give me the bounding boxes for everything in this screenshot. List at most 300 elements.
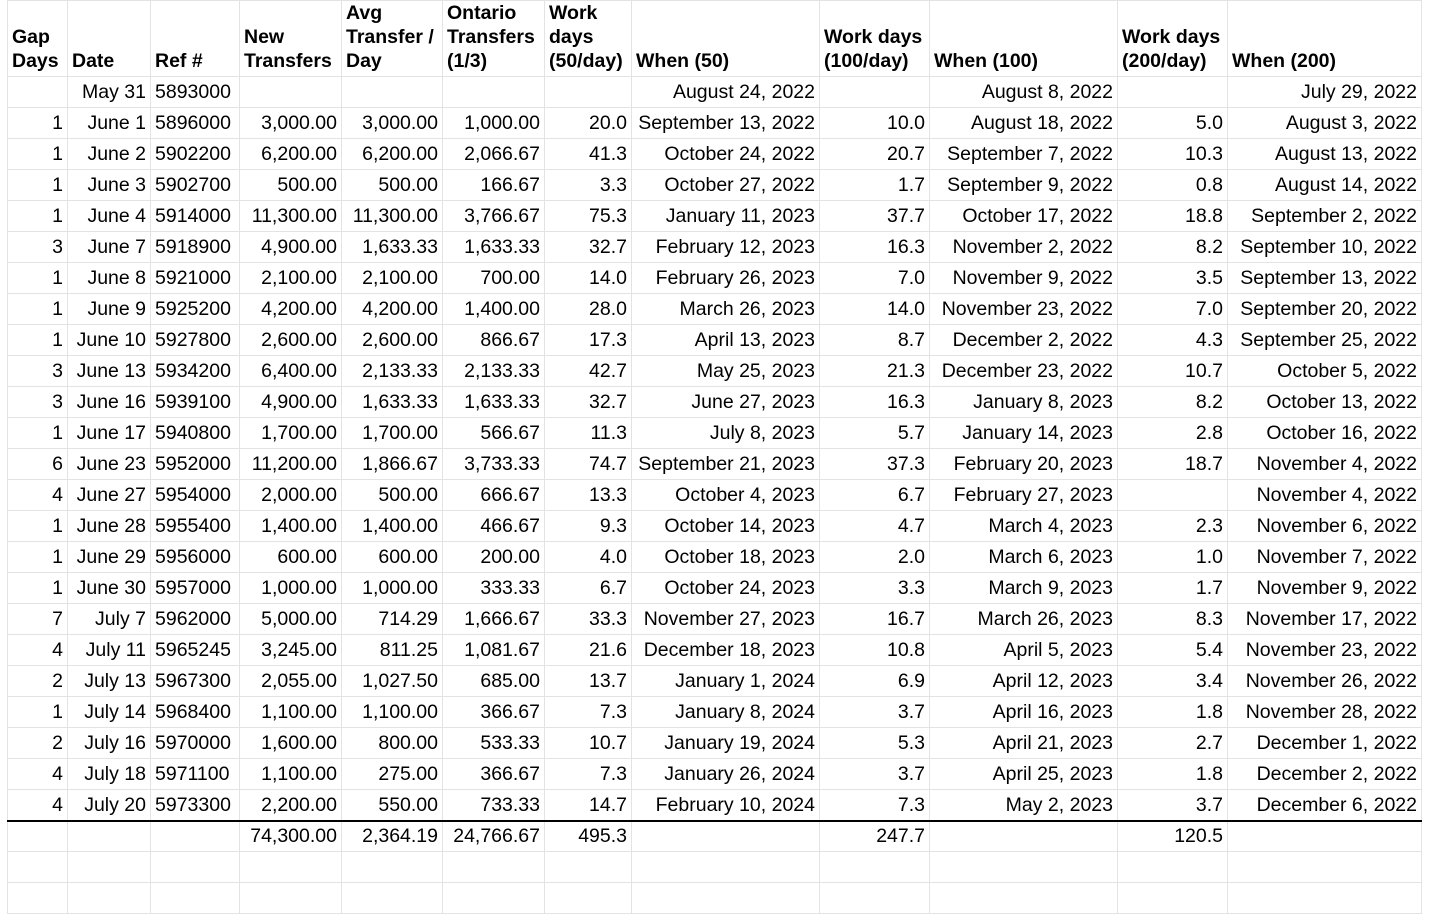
cell-new-transfers[interactable]: 6,200.00 [240, 139, 342, 170]
total-new-transfers[interactable]: 74,300.00 [240, 821, 342, 852]
cell-avg-transfer[interactable]: 500.00 [342, 170, 443, 201]
cell-new-transfers[interactable]: 500.00 [240, 170, 342, 201]
cell-when-200[interactable]: November 23, 2022 [1228, 635, 1422, 666]
cell-ref[interactable]: 5952000 [151, 449, 240, 480]
cell-when-200[interactable]: September 2, 2022 [1228, 201, 1422, 232]
cell-when-50[interactable]: February 10, 2024 [632, 790, 820, 821]
cell-ref[interactable]: 5956000 [151, 542, 240, 573]
cell-work-days-50[interactable]: 14.7 [545, 790, 632, 821]
cell-ref[interactable]: 5896000 [151, 108, 240, 139]
header-date[interactable]: Date [68, 1, 151, 77]
cell-gap-days[interactable]: 1 [8, 542, 68, 573]
cell-when-100[interactable]: February 27, 2023 [930, 480, 1118, 511]
cell-when-100[interactable]: March 4, 2023 [930, 511, 1118, 542]
cell-work-days-200[interactable]: 1.8 [1118, 697, 1228, 728]
cell-work-days-50[interactable]: 13.7 [545, 666, 632, 697]
empty-cell[interactable] [240, 852, 342, 883]
cell-ref[interactable]: 5925200 [151, 294, 240, 325]
cell-work-days-200[interactable]: 2.3 [1118, 511, 1228, 542]
cell-work-days-100[interactable]: 3.3 [820, 573, 930, 604]
cell-ontario-transfers[interactable]: 2,133.33 [443, 356, 545, 387]
cell-when-100[interactable]: April 5, 2023 [930, 635, 1118, 666]
cell-when-200[interactable]: November 6, 2022 [1228, 511, 1422, 542]
cell-work-days-50[interactable]: 6.7 [545, 573, 632, 604]
cell-when-100[interactable]: April 16, 2023 [930, 697, 1118, 728]
cell-work-days-50[interactable]: 41.3 [545, 139, 632, 170]
cell-ontario-transfers[interactable]: 2,066.67 [443, 139, 545, 170]
cell-date[interactable]: June 17 [68, 418, 151, 449]
cell-ref[interactable]: 5918900 [151, 232, 240, 263]
cell-avg-transfer[interactable]: 1,633.33 [342, 387, 443, 418]
cell-work-days-100[interactable]: 37.7 [820, 201, 930, 232]
cell-work-days-100[interactable]: 5.3 [820, 728, 930, 759]
cell-date[interactable]: July 18 [68, 759, 151, 790]
cell-when-100[interactable]: May 2, 2023 [930, 790, 1118, 821]
cell-ref[interactable]: 5927800 [151, 325, 240, 356]
total-cell-when200[interactable] [1228, 821, 1422, 852]
cell-work-days-50[interactable]: 11.3 [545, 418, 632, 449]
cell-gap-days[interactable]: 2 [8, 666, 68, 697]
cell-ontario-transfers[interactable] [443, 77, 545, 108]
total-cell-ref[interactable] [151, 821, 240, 852]
cell-work-days-200[interactable]: 4.3 [1118, 325, 1228, 356]
cell-gap-days[interactable]: 1 [8, 170, 68, 201]
cell-when-100[interactable]: September 9, 2022 [930, 170, 1118, 201]
cell-gap-days[interactable]: 1 [8, 294, 68, 325]
header-when-100[interactable]: When (100) [930, 1, 1118, 77]
cell-work-days-50[interactable]: 28.0 [545, 294, 632, 325]
cell-gap-days[interactable]: 4 [8, 635, 68, 666]
cell-date[interactable]: June 9 [68, 294, 151, 325]
cell-when-200[interactable]: December 1, 2022 [1228, 728, 1422, 759]
cell-work-days-100[interactable]: 6.7 [820, 480, 930, 511]
cell-date[interactable]: July 14 [68, 697, 151, 728]
cell-when-50[interactable]: October 4, 2023 [632, 480, 820, 511]
cell-new-transfers[interactable]: 6,400.00 [240, 356, 342, 387]
header-new-transfers[interactable]: New Transfers [240, 1, 342, 77]
header-ontario-transfers[interactable]: Ontario Transfers (1/3) [443, 1, 545, 77]
cell-when-100[interactable]: December 2, 2022 [930, 325, 1118, 356]
cell-when-200[interactable]: December 6, 2022 [1228, 790, 1422, 821]
cell-new-transfers[interactable]: 1,100.00 [240, 697, 342, 728]
cell-when-100[interactable]: August 8, 2022 [930, 77, 1118, 108]
cell-work-days-100[interactable]: 3.7 [820, 697, 930, 728]
cell-when-100[interactable]: September 7, 2022 [930, 139, 1118, 170]
cell-date[interactable]: June 2 [68, 139, 151, 170]
cell-work-days-100[interactable]: 7.3 [820, 790, 930, 821]
cell-when-50[interactable]: March 26, 2023 [632, 294, 820, 325]
cell-work-days-50[interactable]: 74.7 [545, 449, 632, 480]
cell-when-50[interactable]: October 27, 2022 [632, 170, 820, 201]
cell-ref[interactable]: 5954000 [151, 480, 240, 511]
cell-ontario-transfers[interactable]: 733.33 [443, 790, 545, 821]
cell-new-transfers[interactable]: 4,200.00 [240, 294, 342, 325]
header-work-days-50[interactable]: Work days (50/day) [545, 1, 632, 77]
cell-when-200[interactable]: September 13, 2022 [1228, 263, 1422, 294]
cell-work-days-50[interactable]: 7.3 [545, 759, 632, 790]
cell-work-days-100[interactable]: 1.7 [820, 170, 930, 201]
cell-ref[interactable]: 5902200 [151, 139, 240, 170]
cell-when-50[interactable]: October 24, 2023 [632, 573, 820, 604]
cell-work-days-50[interactable]: 4.0 [545, 542, 632, 573]
cell-new-transfers[interactable]: 1,700.00 [240, 418, 342, 449]
cell-avg-transfer[interactable]: 2,133.33 [342, 356, 443, 387]
cell-work-days-100[interactable]: 16.3 [820, 387, 930, 418]
cell-when-50[interactable]: January 11, 2023 [632, 201, 820, 232]
cell-when-200[interactable]: July 29, 2022 [1228, 77, 1422, 108]
empty-cell[interactable] [443, 852, 545, 883]
empty-cell[interactable] [820, 883, 930, 914]
cell-gap-days[interactable]: 6 [8, 449, 68, 480]
cell-date[interactable]: June 7 [68, 232, 151, 263]
cell-work-days-50[interactable]: 3.3 [545, 170, 632, 201]
cell-when-100[interactable]: November 23, 2022 [930, 294, 1118, 325]
cell-avg-transfer[interactable]: 1,100.00 [342, 697, 443, 728]
cell-avg-transfer[interactable]: 500.00 [342, 480, 443, 511]
cell-avg-transfer[interactable] [342, 77, 443, 108]
cell-avg-transfer[interactable]: 3,000.00 [342, 108, 443, 139]
cell-ref[interactable]: 5970000 [151, 728, 240, 759]
cell-work-days-200[interactable]: 5.0 [1118, 108, 1228, 139]
cell-ontario-transfers[interactable]: 533.33 [443, 728, 545, 759]
empty-cell[interactable] [545, 883, 632, 914]
cell-ontario-transfers[interactable]: 3,766.67 [443, 201, 545, 232]
cell-gap-days[interactable]: 4 [8, 790, 68, 821]
cell-ontario-transfers[interactable]: 1,081.67 [443, 635, 545, 666]
cell-work-days-200[interactable]: 2.8 [1118, 418, 1228, 449]
cell-gap-days[interactable]: 1 [8, 418, 68, 449]
cell-work-days-100[interactable]: 5.7 [820, 418, 930, 449]
empty-cell[interactable] [1228, 852, 1422, 883]
cell-work-days-100[interactable]: 2.0 [820, 542, 930, 573]
cell-new-transfers[interactable]: 2,600.00 [240, 325, 342, 356]
cell-new-transfers[interactable]: 3,000.00 [240, 108, 342, 139]
cell-when-200[interactable]: October 13, 2022 [1228, 387, 1422, 418]
cell-ref[interactable]: 5968400 [151, 697, 240, 728]
empty-cell[interactable] [1118, 852, 1228, 883]
empty-cell[interactable] [68, 852, 151, 883]
cell-work-days-100[interactable] [820, 77, 930, 108]
cell-work-days-200[interactable]: 8.3 [1118, 604, 1228, 635]
cell-avg-transfer[interactable]: 714.29 [342, 604, 443, 635]
empty-cell[interactable] [342, 883, 443, 914]
cell-avg-transfer[interactable]: 600.00 [342, 542, 443, 573]
cell-new-transfers[interactable]: 4,900.00 [240, 387, 342, 418]
cell-when-100[interactable]: April 21, 2023 [930, 728, 1118, 759]
cell-gap-days[interactable]: 1 [8, 263, 68, 294]
cell-when-200[interactable]: December 2, 2022 [1228, 759, 1422, 790]
empty-cell[interactable] [151, 883, 240, 914]
total-cell-when50[interactable] [632, 821, 820, 852]
cell-when-200[interactable]: November 17, 2022 [1228, 604, 1422, 635]
cell-gap-days[interactable]: 1 [8, 511, 68, 542]
header-work-days-100[interactable]: Work days (100/day) [820, 1, 930, 77]
cell-avg-transfer[interactable]: 1,400.00 [342, 511, 443, 542]
cell-gap-days[interactable]: 3 [8, 232, 68, 263]
cell-when-200[interactable]: August 3, 2022 [1228, 108, 1422, 139]
cell-date[interactable]: June 1 [68, 108, 151, 139]
cell-gap-days[interactable]: 1 [8, 201, 68, 232]
total-cell-when100[interactable] [930, 821, 1118, 852]
cell-when-50[interactable]: October 14, 2023 [632, 511, 820, 542]
cell-gap-days[interactable]: 1 [8, 139, 68, 170]
empty-cell[interactable] [342, 852, 443, 883]
cell-ontario-transfers[interactable]: 1,633.33 [443, 387, 545, 418]
cell-work-days-50[interactable]: 20.0 [545, 108, 632, 139]
cell-avg-transfer[interactable]: 800.00 [342, 728, 443, 759]
cell-ref[interactable]: 5973300 [151, 790, 240, 821]
cell-work-days-50[interactable]: 32.7 [545, 387, 632, 418]
cell-when-100[interactable]: April 12, 2023 [930, 666, 1118, 697]
cell-work-days-200[interactable]: 8.2 [1118, 232, 1228, 263]
cell-work-days-100[interactable]: 7.0 [820, 263, 930, 294]
cell-date[interactable]: May 31 [68, 77, 151, 108]
cell-gap-days[interactable]: 2 [8, 728, 68, 759]
cell-when-50[interactable]: January 26, 2024 [632, 759, 820, 790]
cell-when-200[interactable]: November 9, 2022 [1228, 573, 1422, 604]
cell-new-transfers[interactable]: 1,000.00 [240, 573, 342, 604]
cell-new-transfers[interactable]: 1,400.00 [240, 511, 342, 542]
cell-work-days-200[interactable]: 1.0 [1118, 542, 1228, 573]
cell-when-100[interactable]: April 25, 2023 [930, 759, 1118, 790]
cell-when-50[interactable]: January 19, 2024 [632, 728, 820, 759]
cell-when-200[interactable]: September 10, 2022 [1228, 232, 1422, 263]
empty-cell[interactable] [820, 852, 930, 883]
cell-avg-transfer[interactable]: 11,300.00 [342, 201, 443, 232]
cell-ref[interactable]: 5934200 [151, 356, 240, 387]
cell-when-200[interactable]: September 20, 2022 [1228, 294, 1422, 325]
cell-when-100[interactable]: November 2, 2022 [930, 232, 1118, 263]
cell-when-100[interactable]: August 18, 2022 [930, 108, 1118, 139]
total-work-days-100[interactable]: 247.7 [820, 821, 930, 852]
cell-ref[interactable]: 5902700 [151, 170, 240, 201]
cell-date[interactable]: July 16 [68, 728, 151, 759]
cell-when-200[interactable]: August 14, 2022 [1228, 170, 1422, 201]
cell-new-transfers[interactable]: 3,245.00 [240, 635, 342, 666]
cell-work-days-100[interactable]: 8.7 [820, 325, 930, 356]
total-avg-transfer[interactable]: 2,364.19 [342, 821, 443, 852]
cell-when-100[interactable]: March 9, 2023 [930, 573, 1118, 604]
cell-work-days-200[interactable]: 1.8 [1118, 759, 1228, 790]
cell-ontario-transfers[interactable]: 1,400.00 [443, 294, 545, 325]
cell-when-100[interactable]: November 9, 2022 [930, 263, 1118, 294]
cell-ontario-transfers[interactable]: 1,000.00 [443, 108, 545, 139]
cell-work-days-50[interactable]: 10.7 [545, 728, 632, 759]
cell-when-50[interactable]: February 26, 2023 [632, 263, 820, 294]
cell-gap-days[interactable]: 1 [8, 325, 68, 356]
cell-work-days-100[interactable]: 16.7 [820, 604, 930, 635]
cell-date[interactable]: June 16 [68, 387, 151, 418]
empty-cell[interactable] [151, 852, 240, 883]
empty-cell[interactable] [632, 852, 820, 883]
empty-cell[interactable] [1118, 883, 1228, 914]
cell-ref[interactable]: 5957000 [151, 573, 240, 604]
cell-work-days-200[interactable]: 3.5 [1118, 263, 1228, 294]
cell-when-200[interactable]: August 13, 2022 [1228, 139, 1422, 170]
cell-ontario-transfers[interactable]: 466.67 [443, 511, 545, 542]
cell-when-100[interactable]: March 6, 2023 [930, 542, 1118, 573]
cell-new-transfers[interactable]: 5,000.00 [240, 604, 342, 635]
cell-gap-days[interactable]: 1 [8, 108, 68, 139]
cell-date[interactable]: June 8 [68, 263, 151, 294]
cell-work-days-200[interactable]: 18.8 [1118, 201, 1228, 232]
header-when-50[interactable]: When (50) [632, 1, 820, 77]
cell-work-days-200[interactable] [1118, 480, 1228, 511]
cell-when-50[interactable]: September 21, 2023 [632, 449, 820, 480]
cell-ref[interactable]: 5939100 [151, 387, 240, 418]
cell-avg-transfer[interactable]: 1,866.67 [342, 449, 443, 480]
cell-ref[interactable]: 5914000 [151, 201, 240, 232]
header-gap-days[interactable]: Gap Days [8, 1, 68, 77]
cell-avg-transfer[interactable]: 1,633.33 [342, 232, 443, 263]
cell-work-days-50[interactable]: 14.0 [545, 263, 632, 294]
cell-date[interactable]: June 13 [68, 356, 151, 387]
cell-when-50[interactable]: November 27, 2023 [632, 604, 820, 635]
cell-ontario-transfers[interactable]: 866.67 [443, 325, 545, 356]
empty-cell[interactable] [632, 883, 820, 914]
cell-work-days-50[interactable]: 42.7 [545, 356, 632, 387]
cell-when-100[interactable]: February 20, 2023 [930, 449, 1118, 480]
cell-when-50[interactable]: January 1, 2024 [632, 666, 820, 697]
cell-ontario-transfers[interactable]: 166.67 [443, 170, 545, 201]
cell-avg-transfer[interactable]: 275.00 [342, 759, 443, 790]
cell-gap-days[interactable]: 4 [8, 480, 68, 511]
cell-when-200[interactable]: November 26, 2022 [1228, 666, 1422, 697]
cell-ontario-transfers[interactable]: 1,633.33 [443, 232, 545, 263]
empty-cell[interactable] [68, 883, 151, 914]
cell-work-days-100[interactable]: 20.7 [820, 139, 930, 170]
cell-new-transfers[interactable]: 2,000.00 [240, 480, 342, 511]
cell-ontario-transfers[interactable]: 566.67 [443, 418, 545, 449]
cell-work-days-100[interactable]: 37.3 [820, 449, 930, 480]
cell-work-days-200[interactable]: 8.2 [1118, 387, 1228, 418]
cell-when-50[interactable]: October 24, 2022 [632, 139, 820, 170]
cell-date[interactable]: June 29 [68, 542, 151, 573]
cell-when-200[interactable]: September 25, 2022 [1228, 325, 1422, 356]
header-ref[interactable]: Ref # [151, 1, 240, 77]
cell-when-50[interactable]: May 25, 2023 [632, 356, 820, 387]
cell-new-transfers[interactable] [240, 77, 342, 108]
cell-when-100[interactable]: January 14, 2023 [930, 418, 1118, 449]
cell-when-50[interactable]: August 24, 2022 [632, 77, 820, 108]
cell-work-days-200[interactable]: 2.7 [1118, 728, 1228, 759]
cell-work-days-50[interactable]: 21.6 [545, 635, 632, 666]
cell-avg-transfer[interactable]: 550.00 [342, 790, 443, 821]
cell-new-transfers[interactable]: 1,100.00 [240, 759, 342, 790]
cell-new-transfers[interactable]: 1,600.00 [240, 728, 342, 759]
cell-work-days-50[interactable]: 7.3 [545, 697, 632, 728]
cell-ontario-transfers[interactable]: 700.00 [443, 263, 545, 294]
cell-date[interactable]: July 11 [68, 635, 151, 666]
cell-ref[interactable]: 5967300 [151, 666, 240, 697]
cell-work-days-100[interactable]: 10.8 [820, 635, 930, 666]
cell-when-200[interactable]: October 16, 2022 [1228, 418, 1422, 449]
cell-work-days-50[interactable]: 17.3 [545, 325, 632, 356]
cell-new-transfers[interactable]: 2,200.00 [240, 790, 342, 821]
cell-gap-days[interactable]: 1 [8, 573, 68, 604]
cell-ontario-transfers[interactable]: 666.67 [443, 480, 545, 511]
cell-new-transfers[interactable]: 4,900.00 [240, 232, 342, 263]
empty-cell[interactable] [545, 852, 632, 883]
cell-work-days-100[interactable]: 21.3 [820, 356, 930, 387]
empty-cell[interactable] [443, 883, 545, 914]
cell-ontario-transfers[interactable]: 366.67 [443, 697, 545, 728]
cell-gap-days[interactable] [8, 77, 68, 108]
cell-when-50[interactable]: October 18, 2023 [632, 542, 820, 573]
cell-avg-transfer[interactable]: 1,000.00 [342, 573, 443, 604]
empty-cell[interactable] [930, 883, 1118, 914]
cell-work-days-200[interactable]: 3.4 [1118, 666, 1228, 697]
cell-work-days-50[interactable] [545, 77, 632, 108]
cell-new-transfers[interactable]: 11,300.00 [240, 201, 342, 232]
total-work-days-50[interactable]: 495.3 [545, 821, 632, 852]
total-ontario-transfers[interactable]: 24,766.67 [443, 821, 545, 852]
cell-work-days-200[interactable] [1118, 77, 1228, 108]
cell-work-days-200[interactable]: 10.3 [1118, 139, 1228, 170]
cell-gap-days[interactable]: 7 [8, 604, 68, 635]
cell-work-days-200[interactable]: 5.4 [1118, 635, 1228, 666]
cell-when-100[interactable]: January 8, 2023 [930, 387, 1118, 418]
empty-cell[interactable] [930, 852, 1118, 883]
cell-avg-transfer[interactable]: 4,200.00 [342, 294, 443, 325]
cell-ref[interactable]: 5940800 [151, 418, 240, 449]
cell-date[interactable]: July 13 [68, 666, 151, 697]
cell-work-days-100[interactable]: 3.7 [820, 759, 930, 790]
cell-when-50[interactable]: April 13, 2023 [632, 325, 820, 356]
cell-ontario-transfers[interactable]: 3,733.33 [443, 449, 545, 480]
header-avg-transfer[interactable]: Avg Transfer / Day [342, 1, 443, 77]
cell-ref[interactable]: 5955400 [151, 511, 240, 542]
cell-ontario-transfers[interactable]: 685.00 [443, 666, 545, 697]
cell-when-50[interactable]: February 12, 2023 [632, 232, 820, 263]
cell-ontario-transfers[interactable]: 366.67 [443, 759, 545, 790]
cell-avg-transfer[interactable]: 2,600.00 [342, 325, 443, 356]
cell-work-days-100[interactable]: 6.9 [820, 666, 930, 697]
cell-ontario-transfers[interactable]: 333.33 [443, 573, 545, 604]
cell-gap-days[interactable]: 1 [8, 697, 68, 728]
empty-cell[interactable] [240, 883, 342, 914]
cell-work-days-200[interactable]: 0.8 [1118, 170, 1228, 201]
cell-ref[interactable]: 5921000 [151, 263, 240, 294]
cell-date[interactable]: June 27 [68, 480, 151, 511]
cell-avg-transfer[interactable]: 811.25 [342, 635, 443, 666]
cell-ref[interactable]: 5965245 [151, 635, 240, 666]
cell-work-days-100[interactable]: 14.0 [820, 294, 930, 325]
cell-work-days-50[interactable]: 32.7 [545, 232, 632, 263]
cell-work-days-50[interactable]: 75.3 [545, 201, 632, 232]
cell-when-200[interactable]: November 4, 2022 [1228, 449, 1422, 480]
cell-work-days-200[interactable]: 1.7 [1118, 573, 1228, 604]
cell-work-days-100[interactable]: 16.3 [820, 232, 930, 263]
empty-cell[interactable] [1228, 883, 1422, 914]
cell-date[interactable]: June 30 [68, 573, 151, 604]
cell-when-100[interactable]: December 23, 2022 [930, 356, 1118, 387]
cell-work-days-50[interactable]: 9.3 [545, 511, 632, 542]
cell-new-transfers[interactable]: 11,200.00 [240, 449, 342, 480]
cell-work-days-50[interactable]: 13.3 [545, 480, 632, 511]
cell-when-200[interactable]: November 7, 2022 [1228, 542, 1422, 573]
cell-work-days-200[interactable]: 10.7 [1118, 356, 1228, 387]
cell-work-days-100[interactable]: 4.7 [820, 511, 930, 542]
cell-work-days-100[interactable]: 10.0 [820, 108, 930, 139]
cell-date[interactable]: June 3 [68, 170, 151, 201]
header-work-days-200[interactable]: Work days (200/day) [1118, 1, 1228, 77]
cell-date[interactable]: July 7 [68, 604, 151, 635]
cell-avg-transfer[interactable]: 1,700.00 [342, 418, 443, 449]
cell-when-200[interactable]: November 28, 2022 [1228, 697, 1422, 728]
cell-avg-transfer[interactable]: 6,200.00 [342, 139, 443, 170]
cell-gap-days[interactable]: 3 [8, 356, 68, 387]
